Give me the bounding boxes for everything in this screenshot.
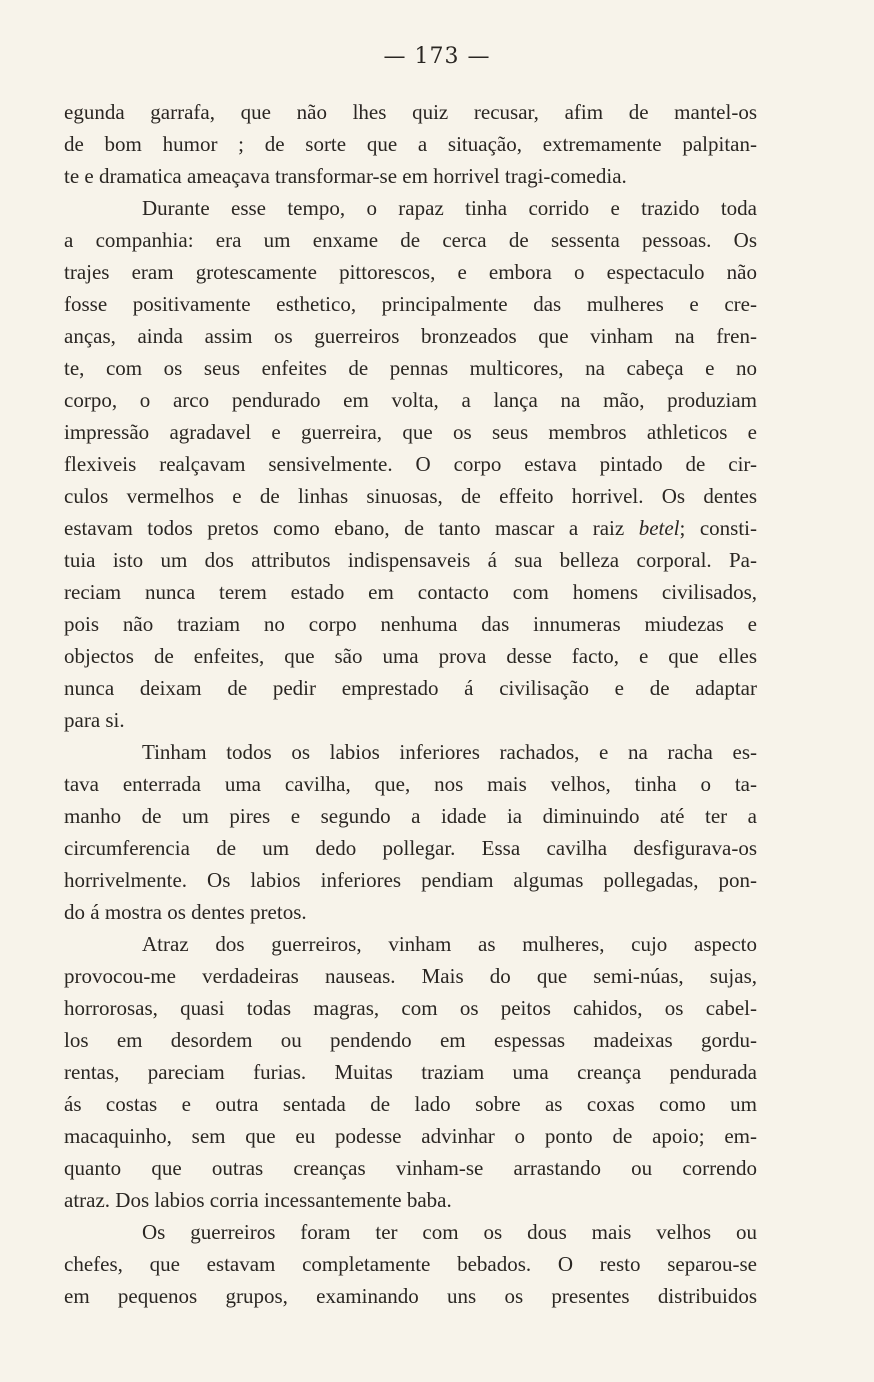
text-line: horrorosas, quasi todas magras, com os peitos cahidos, os cabel- — [64, 996, 757, 1020]
text-line: te e dramatica ameaçava transformar-se em horrivel tragi-comedia. — [64, 164, 627, 188]
italic-word: betel — [638, 516, 680, 540]
text-line: do á mostra os dentes pretos. — [64, 900, 307, 924]
body-text — [64, 96, 757, 1312]
text-line: pois não traziam no corpo nenhuma das innumeras miudezas e — [64, 612, 757, 636]
text-line: de bom humor ; de sorte que a situação, extremamente palpitan- — [64, 132, 757, 156]
text-line: ás costas e outra sentada de lado sobre as coxas como um — [64, 1092, 757, 1116]
page-number: — 173 — — [383, 44, 491, 69]
text-line: macaquinho, sem que eu podesse advinhar o ponto de apoio; em- — [64, 1124, 757, 1148]
text-run: ; consti- — [679, 516, 757, 540]
text-line: Atraz dos guerreiros, vinham as mulheres, cujo aspecto — [142, 932, 757, 956]
text-line: impressão agradavel e guerreira, que os seus membros athleticos e — [64, 420, 757, 444]
text-line: tuia isto um dos attributos indispensaveis á sua belleza corporal. Pa- — [64, 548, 757, 572]
text-line: flexiveis realçavam sensivelmente. O corpo estava pintado de cir- — [64, 452, 757, 476]
text-line: Os guerreiros foram ter com os dous mais velhos ou — [142, 1220, 757, 1244]
text-run: estavam todos pretos como ebano, de tanto mascar a raiz — [64, 516, 639, 540]
text-line: anças, ainda assim os guerreiros bronzeados que vinham na fren- — [64, 324, 757, 348]
text-line — [64, 512, 757, 544]
text-line: horrivelmente. Os labios inferiores pendiam algumas pollegadas, pon- — [64, 868, 757, 892]
text-line: tava enterrada uma cavilha, que, nos mais velhos, tinha o ta- — [64, 772, 757, 796]
text-line: para si. — [64, 708, 125, 732]
text-line: a companhia: era um enxame de cerca de sessenta pessoas. Os — [64, 228, 757, 252]
text-line: los em desordem ou pendendo em espessas madeixas gordu- — [64, 1028, 757, 1052]
text-line: culos vermelhos e de linhas sinuosas, de effeito horrivel. Os dentes — [64, 484, 757, 508]
text-line: corpo, o arco pendurado em volta, a lança na mão, produziam — [64, 388, 757, 412]
text-line: manho de um pires e segundo a idade ia diminuindo até ter a — [64, 804, 757, 828]
text-line: circumferencia de um dedo pollegar. Essa cavilha desfigurava-os — [64, 836, 757, 860]
text-line: Durante esse tempo, o rapaz tinha corrido e trazido toda — [142, 196, 757, 220]
text-line: atraz. Dos labios corria incessantemente baba. — [64, 1188, 452, 1212]
text-line: quanto que outras creanças vinham-se arrastando ou correndo — [64, 1156, 757, 1180]
text-line: Tinham todos os labios inferiores rachados, e na racha es- — [142, 740, 757, 764]
text-line: reciam nunca terem estado em contacto com homens civilisados, — [64, 580, 757, 604]
text-line: te, com os seus enfeites de pennas multicores, na cabeça e no — [64, 356, 757, 380]
text-line: objectos de enfeites, que são uma prova desse facto, e que elles — [64, 644, 757, 668]
text-line: fosse positivamente esthetico, principalmente das mulheres e cre- — [64, 292, 757, 316]
text-line: chefes, que estavam completamente bebados. O resto separou-se — [64, 1252, 757, 1276]
text-line: trajes eram grotescamente pittorescos, e embora o espectaculo não — [64, 260, 757, 284]
text-line: provocou-me verdadeiras nauseas. Mais do que semi-núas, sujas, — [64, 964, 757, 988]
text-line: nunca deixam de pedir emprestado á civilisação e de adaptar — [64, 676, 757, 700]
text-line: egunda garrafa, que não lhes quiz recusar, afim de mantel-os — [64, 100, 757, 124]
text-line: rentas, pareciam furias. Muitas traziam uma creança pendurada — [64, 1060, 757, 1084]
text-line: em pequenos grupos, examinando uns os presentes distribuidos — [64, 1284, 757, 1308]
